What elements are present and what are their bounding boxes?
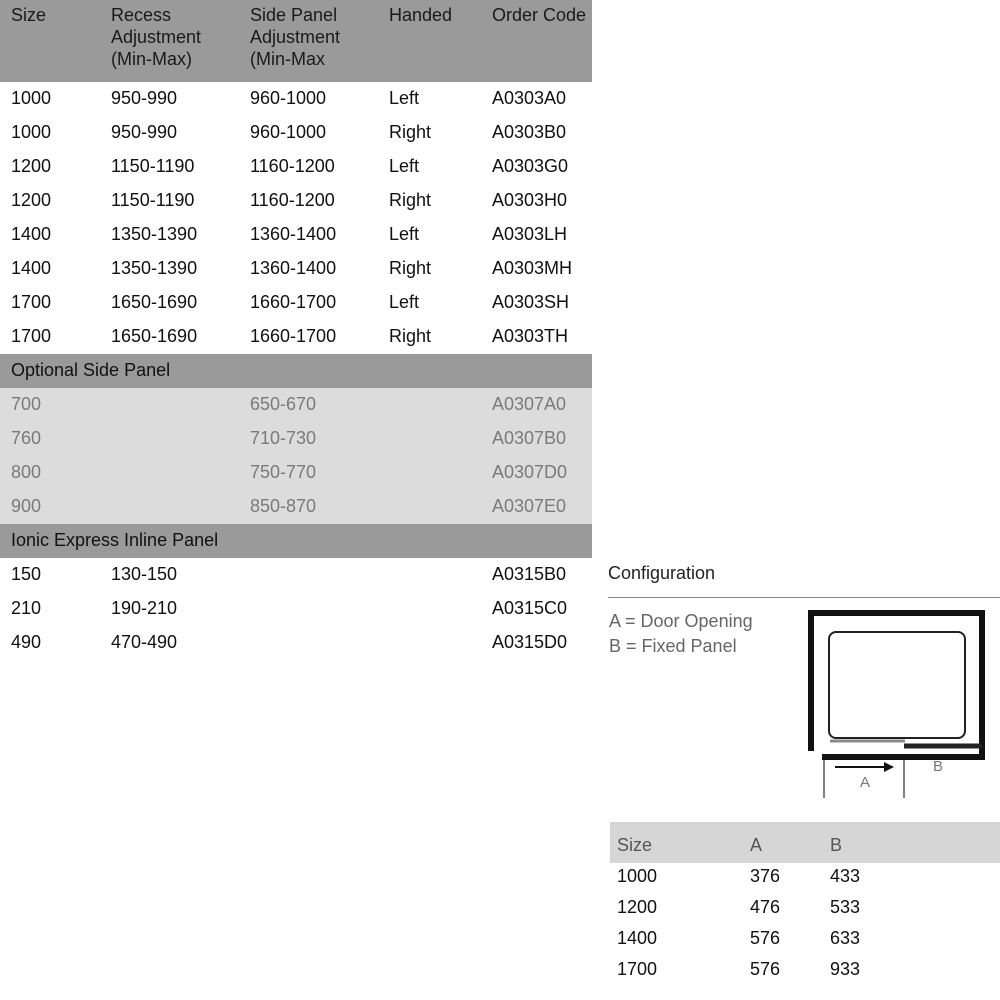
cell-code: A0303LH <box>492 224 568 244</box>
opening-size-table <box>610 822 1000 987</box>
header-handed: Handed <box>389 5 453 25</box>
table-row <box>0 626 592 660</box>
cell-b: 433 <box>830 866 861 886</box>
cell-code: A0303B0 <box>492 122 567 142</box>
cell-code: A0303TH <box>492 326 569 346</box>
cell-size: 1400 <box>11 258 52 278</box>
cell-b: 533 <box>830 897 861 917</box>
header-recess-line1: Recess <box>111 5 172 25</box>
cell-code: A0307B0 <box>492 428 567 448</box>
header-side-line1: Side Panel <box>250 5 338 25</box>
cell-code: A0307E0 <box>492 496 567 516</box>
cell-side: 850-870 <box>250 496 317 516</box>
section-optional-side-panel <box>0 354 592 388</box>
cell-a: 576 <box>750 959 781 979</box>
cell-code: A0303G0 <box>492 156 569 176</box>
cell-recess: 1150-1190 <box>111 190 195 210</box>
table-row <box>610 925 1000 956</box>
cell-size: 210 <box>11 598 42 618</box>
cell-size: 1200 <box>617 897 658 917</box>
cell-a: 376 <box>750 866 781 886</box>
cell-handed: Left <box>389 156 420 176</box>
section-title: Optional Side Panel <box>11 360 171 380</box>
cell-size: 1700 <box>11 292 52 312</box>
table-row <box>610 863 1000 894</box>
arrow-head-icon <box>884 762 894 772</box>
cell-size: 490 <box>11 632 42 652</box>
cell-code: A0307D0 <box>492 462 568 482</box>
header-size: Size <box>11 5 47 25</box>
configuration-divider <box>608 597 1000 598</box>
shower-tray <box>829 632 965 738</box>
cell-recess: 1350-1390 <box>111 258 198 278</box>
cell-side: 1660-1700 <box>250 326 337 346</box>
table-header <box>0 0 592 82</box>
legend-fixed-panel: B = Fixed Panel <box>609 636 737 656</box>
cell-a: 476 <box>750 897 781 917</box>
cell-handed: Left <box>389 224 420 244</box>
cell-size: 1000 <box>617 866 658 886</box>
cell-b: 633 <box>830 928 861 948</box>
cell-handed: Right <box>389 122 432 142</box>
table-row <box>0 252 592 286</box>
cell-size: 1700 <box>617 959 658 979</box>
cell-recess: 130-150 <box>111 564 178 584</box>
cell-recess: 1150-1190 <box>111 156 195 176</box>
configuration-title: Configuration <box>608 563 716 583</box>
cell-size: 760 <box>11 428 42 448</box>
cell-side: 710-730 <box>250 428 317 448</box>
cell-size: 800 <box>11 462 42 482</box>
header-size: Size <box>617 835 653 855</box>
header-b: B <box>830 835 843 855</box>
cell-recess: 950-990 <box>111 122 178 142</box>
table-row <box>610 894 1000 925</box>
cell-size: 1000 <box>11 122 52 142</box>
cell-handed: Right <box>389 326 432 346</box>
cell-side: 750-770 <box>250 462 317 482</box>
cell-side: 650-670 <box>250 394 317 414</box>
size-table-header <box>610 822 1000 863</box>
header-side-line3: (Min-Max <box>250 49 325 69</box>
table-row <box>0 82 592 116</box>
table-row <box>610 956 1000 987</box>
cell-code: A0315D0 <box>492 632 568 652</box>
cell-size: 1000 <box>11 88 52 108</box>
cell-recess: 1350-1390 <box>111 224 198 244</box>
table-row <box>0 320 592 354</box>
header-order-code: Order Code <box>492 5 587 25</box>
cell-side: 960-1000 <box>250 122 327 142</box>
cell-size: 1200 <box>11 190 52 210</box>
dimension-label-a: A <box>859 774 871 791</box>
cell-recess: 470-490 <box>111 632 178 652</box>
header-side-line2: Adjustment <box>250 27 341 47</box>
enclosure-frame <box>811 613 982 757</box>
header-a: A <box>750 835 763 855</box>
table-row <box>0 558 592 592</box>
cell-code: A0315C0 <box>492 598 568 618</box>
enclosure-opening-gap <box>808 751 822 760</box>
cell-code: A0303MH <box>492 258 573 278</box>
legend-door-opening: A = Door Opening <box>609 611 753 631</box>
cell-handed: Left <box>389 292 420 312</box>
cell-code: A0315B0 <box>492 564 567 584</box>
cell-side: 960-1000 <box>250 88 327 108</box>
cell-size: 1700 <box>11 326 52 346</box>
cell-code: A0303H0 <box>492 190 568 210</box>
configuration-diagram <box>808 610 988 810</box>
table-row <box>0 592 592 626</box>
optional-side-panel-rows <box>0 388 592 524</box>
cell-size: 150 <box>11 564 42 584</box>
cell-side: 1360-1400 <box>250 224 337 244</box>
dimension-label-b: B <box>932 758 944 775</box>
cell-size: 1200 <box>11 156 52 176</box>
cell-side: 1660-1700 <box>250 292 337 312</box>
cell-code: A0303SH <box>492 292 570 312</box>
cell-handed: Right <box>389 258 432 278</box>
cell-size: 900 <box>11 496 42 516</box>
cell-recess: 190-210 <box>111 598 178 618</box>
cell-a: 576 <box>750 928 781 948</box>
table-row <box>0 490 592 524</box>
table-row <box>0 184 592 218</box>
table-row <box>0 388 592 422</box>
cell-recess: 1650-1690 <box>111 326 198 346</box>
cell-code: A0303A0 <box>492 88 567 108</box>
cell-handed: Left <box>389 88 420 108</box>
table-row <box>0 456 592 490</box>
cell-recess: 1650-1690 <box>111 292 198 312</box>
section-title: Ionic Express Inline Panel <box>11 530 219 550</box>
header-recess-line2: Adjustment <box>111 27 202 47</box>
cell-size: 1400 <box>11 224 52 244</box>
header-side-panel <box>250 4 340 70</box>
table-row <box>0 150 592 184</box>
cell-size: 1400 <box>617 928 658 948</box>
cell-b: 933 <box>830 959 861 979</box>
cell-handed: Right <box>389 190 432 210</box>
cell-recess: 950-990 <box>111 88 178 108</box>
table-row <box>0 116 592 150</box>
header-recess-line3: (Min-Max) <box>111 49 192 69</box>
table-row <box>0 218 592 252</box>
table-row <box>0 286 592 320</box>
cell-side: 1160-1200 <box>250 190 335 210</box>
cell-size: 700 <box>11 394 42 414</box>
cell-side: 1360-1400 <box>250 258 337 278</box>
table-row <box>0 422 592 456</box>
header-recess <box>111 4 201 70</box>
order-code-table <box>0 0 592 660</box>
section-inline-panel <box>0 524 592 558</box>
cell-side: 1160-1200 <box>250 156 335 176</box>
cell-code: A0307A0 <box>492 394 567 414</box>
